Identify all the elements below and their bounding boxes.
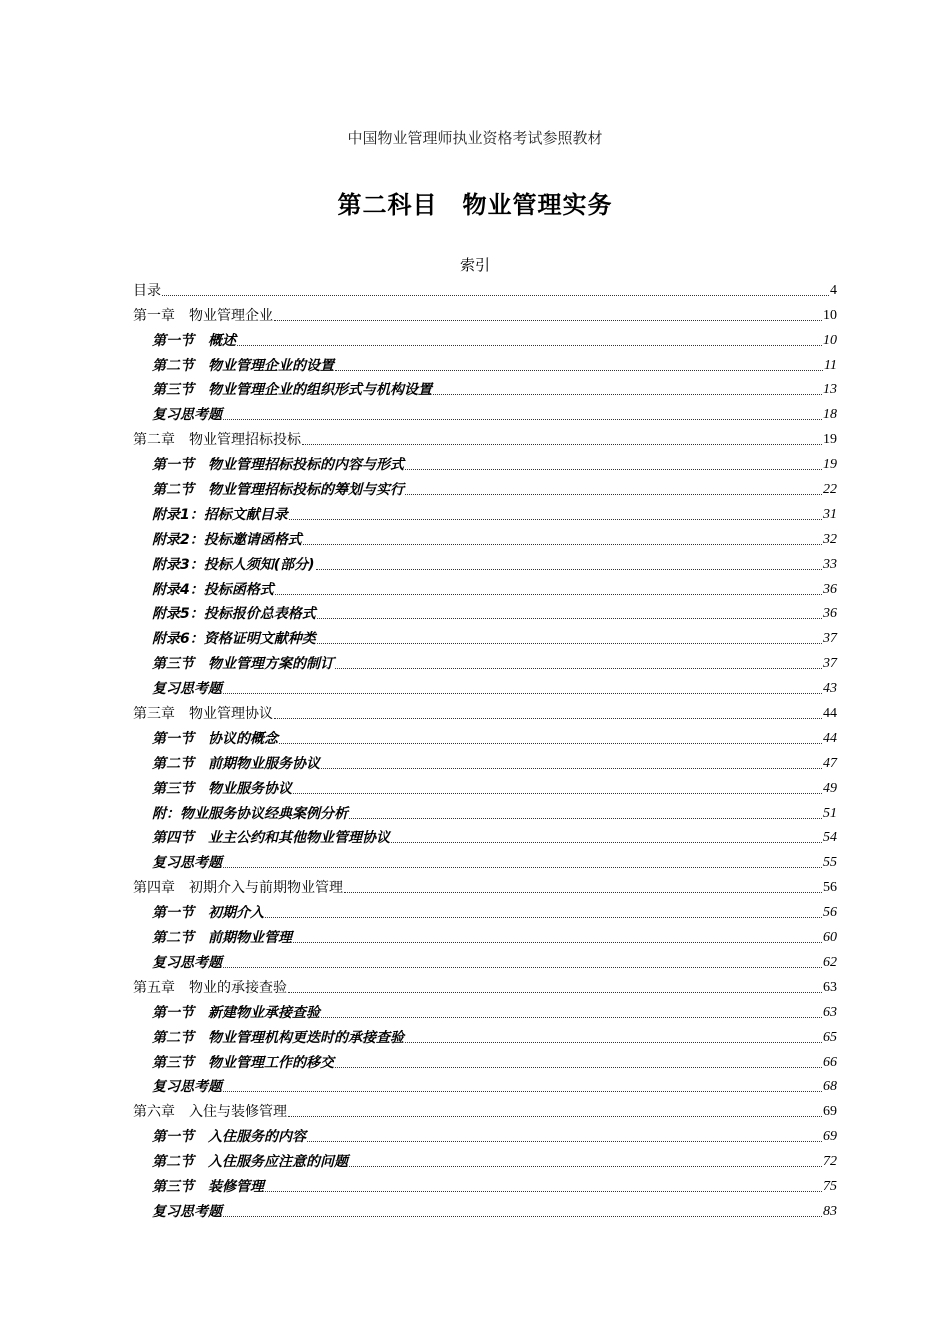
toc-section-entry[interactable] [133,1046,837,1071]
toc-page-number: 44 [823,706,837,722]
toc-page-number: 10 [823,332,837,348]
toc-entry-label: 附录3：投标人须知(部分) [152,556,315,573]
dot-leader [223,1091,822,1092]
dot-leader [317,643,822,644]
toc-entry-label: 第三节 物业管理企业的组织形式与机构设置 [152,382,432,399]
dot-leader [317,618,822,619]
dot-leader [288,992,822,993]
dot-leader [293,793,822,794]
toc-section-entry[interactable] [133,1195,837,1220]
dot-leader [223,967,822,968]
toc-page-number: 56 [823,905,837,921]
toc-section-entry[interactable] [133,946,837,971]
dot-leader [307,1141,822,1142]
toc-page-number: 13 [823,382,837,398]
toc-section-entry[interactable] [133,523,837,548]
toc-chapter-entry[interactable] [133,1095,837,1120]
dot-leader [279,743,822,744]
toc-page-number: 31 [823,506,837,522]
toc-page-number: 83 [823,1203,837,1219]
dot-leader [433,394,822,395]
toc-entry-label: 第三节 物业服务协议 [152,780,292,797]
toc-entry-label: 第二节 物业管理招标投标的筹划与实行 [152,482,404,499]
toc-entry-label: 第二节 前期物业服务协议 [152,755,320,772]
toc-page-number: 33 [823,556,837,572]
dot-leader [344,892,822,893]
table-of-contents [133,274,837,1220]
toc-entry-label: 第一章 物业管理企业 [133,307,273,324]
dot-leader [349,818,822,819]
toc-page-number: 68 [823,1079,837,1095]
dot-leader [274,718,822,719]
toc-entry-label: 目录 [133,282,161,299]
toc-section-entry[interactable] [133,473,837,498]
toc-page-number: 47 [823,755,837,771]
toc-section-entry[interactable] [133,822,837,847]
toc-page-number: 69 [823,1129,837,1145]
dot-leader [223,693,822,694]
toc-entry-label: 第五章 物业的承接查验 [133,979,287,996]
toc-entry-label: 附：物业服务协议经典案例分析 [152,805,348,822]
toc-entry-label: 第一节 新建物业承接查验 [152,1004,320,1021]
toc-page-number: 49 [823,780,837,796]
toc-section-entry[interactable] [133,548,837,573]
toc-entry-label: 第一节 协议的概念 [152,730,278,747]
toc-chapter-entry[interactable] [133,274,837,299]
toc-page-number: 62 [823,954,837,970]
toc-entry-label: 第六章 入住与装修管理 [133,1104,287,1121]
toc-entry-label: 第二节 入住服务应注意的问题 [152,1154,348,1171]
toc-page-number: 11 [824,357,837,373]
toc-page-number: 19 [823,457,837,473]
toc-page-number: 69 [823,1104,837,1120]
toc-page-number: 37 [823,631,837,647]
dot-leader [162,295,829,296]
toc-page-number: 32 [823,531,837,547]
toc-section-entry[interactable] [133,498,837,523]
toc-chapter-entry[interactable] [133,299,837,324]
toc-entry-label: 复习思考题 [152,1203,222,1220]
toc-entry-label: 附录4：投标函格式 [152,581,274,598]
toc-page-number: 75 [823,1178,837,1194]
toc-page-number: 60 [823,930,837,946]
toc-section-entry[interactable] [133,349,837,374]
toc-section-entry[interactable] [133,772,837,797]
dot-leader [321,1017,822,1018]
toc-chapter-entry[interactable] [133,971,837,996]
toc-page-number: 44 [823,730,837,746]
dot-leader [335,370,823,371]
toc-page-number: 36 [823,581,837,597]
toc-entry-label: 复习思考题 [152,954,222,971]
toc-entry-label: 第二章 物业管理招标投标 [133,432,301,449]
toc-page-number: 10 [823,307,837,323]
toc-section-entry[interactable] [133,398,837,423]
toc-page-number: 36 [823,606,837,622]
dot-leader [303,544,822,545]
toc-chapter-entry[interactable] [133,423,837,448]
toc-chapter-entry[interactable] [133,871,837,896]
document-title: 第二科目 物业管理实务 [337,191,613,219]
toc-page-number: 72 [823,1154,837,1170]
toc-page-number: 56 [823,880,837,896]
toc-section-entry[interactable] [133,846,837,871]
toc-section-entry[interactable] [133,722,837,747]
toc-section-entry[interactable] [133,622,837,647]
dot-leader [293,942,822,943]
toc-entry-label: 第一节 入住服务的内容 [152,1129,306,1146]
toc-entry-label: 第三节 物业管理方案的制订 [152,656,334,673]
toc-entry-label: 第一节 初期介入 [152,905,264,922]
toc-entry-label: 第一节 概述 [152,332,236,349]
toc-section-entry[interactable] [133,672,837,697]
dot-leader [289,519,822,520]
dot-leader [335,1067,822,1068]
toc-entry-label: 复习思考题 [152,681,222,698]
dot-leader [275,594,822,595]
toc-page-number: 63 [823,979,837,995]
dot-leader [223,419,822,420]
toc-section-entry[interactable] [133,747,837,772]
dot-leader [237,345,822,346]
dot-leader [265,917,822,918]
dot-leader [223,867,822,868]
toc-page-number: 19 [823,432,837,448]
dot-leader [391,842,822,843]
toc-section-entry[interactable] [133,374,837,399]
toc-entry-label: 第二节 前期物业管理 [152,930,292,947]
toc-entry-label: 复习思考题 [152,1079,222,1096]
dot-leader [321,768,822,769]
toc-entry-label: 第四章 初期介入与前期物业管理 [133,880,343,897]
toc-entry-label: 复习思考题 [152,407,222,424]
toc-entry-label: 第二节 物业管理企业的设置 [152,357,334,374]
toc-section-entry[interactable] [133,896,837,921]
toc-entry-label: 第四节 业主公约和其他物业管理协议 [152,830,390,847]
toc-section-entry[interactable] [133,797,837,822]
toc-section-entry[interactable] [133,1120,837,1145]
toc-entry-label: 附录6：资格证明文献种类 [152,631,316,648]
toc-section-entry[interactable] [133,598,837,623]
toc-entry-label: 第三章 物业管理协议 [133,706,273,723]
document-header: 中国物业管理师执业资格考试参照教材 [347,129,603,147]
toc-section-entry[interactable] [133,573,837,598]
toc-entry-label: 第三节 物业管理工作的移交 [152,1054,334,1071]
toc-page-number: 4 [830,282,837,298]
toc-entry-label: 复习思考题 [152,855,222,872]
toc-page-number: 66 [823,1054,837,1070]
toc-section-entry[interactable] [133,1170,837,1195]
toc-page-number: 51 [823,805,837,821]
dot-leader [349,1166,822,1167]
dot-leader [316,569,822,570]
toc-page-number: 54 [823,830,837,846]
toc-page-number: 43 [823,681,837,697]
dot-leader [288,1116,822,1117]
toc-entry-label: 第二节 物业管理机构更迭时的承接查验 [152,1029,404,1046]
toc-section-entry[interactable] [133,324,837,349]
dot-leader [274,320,822,321]
toc-section-entry[interactable] [133,647,837,672]
index-heading: 索引 [459,256,490,274]
toc-section-entry[interactable] [133,1071,837,1096]
toc-page-number: 55 [823,855,837,871]
dot-leader [405,494,822,495]
toc-section-entry[interactable] [133,1021,837,1046]
toc-entry-label: 附录5：投标报价总表格式 [152,606,316,623]
toc-page-number: 65 [823,1029,837,1045]
toc-page-number: 18 [823,407,837,423]
toc-page-number: 22 [823,482,837,498]
dot-leader [265,1191,822,1192]
dot-leader [335,668,822,669]
dot-leader [302,444,822,445]
toc-chapter-entry[interactable] [133,697,837,722]
toc-entry-label: 第一节 物业管理招标投标的内容与形式 [152,457,404,474]
toc-entry-label: 第三节 装修管理 [152,1178,264,1195]
toc-section-entry[interactable] [133,1145,837,1170]
toc-page-number: 37 [823,656,837,672]
dot-leader [223,1216,822,1217]
toc-entry-label: 附录2：投标邀请函格式 [152,531,302,548]
toc-section-entry[interactable] [133,448,837,473]
toc-section-entry[interactable] [133,996,837,1021]
toc-section-entry[interactable] [133,921,837,946]
dot-leader [405,469,822,470]
toc-entry-label: 附录1：招标文献目录 [152,506,288,523]
toc-page-number: 63 [823,1004,837,1020]
dot-leader [405,1042,822,1043]
